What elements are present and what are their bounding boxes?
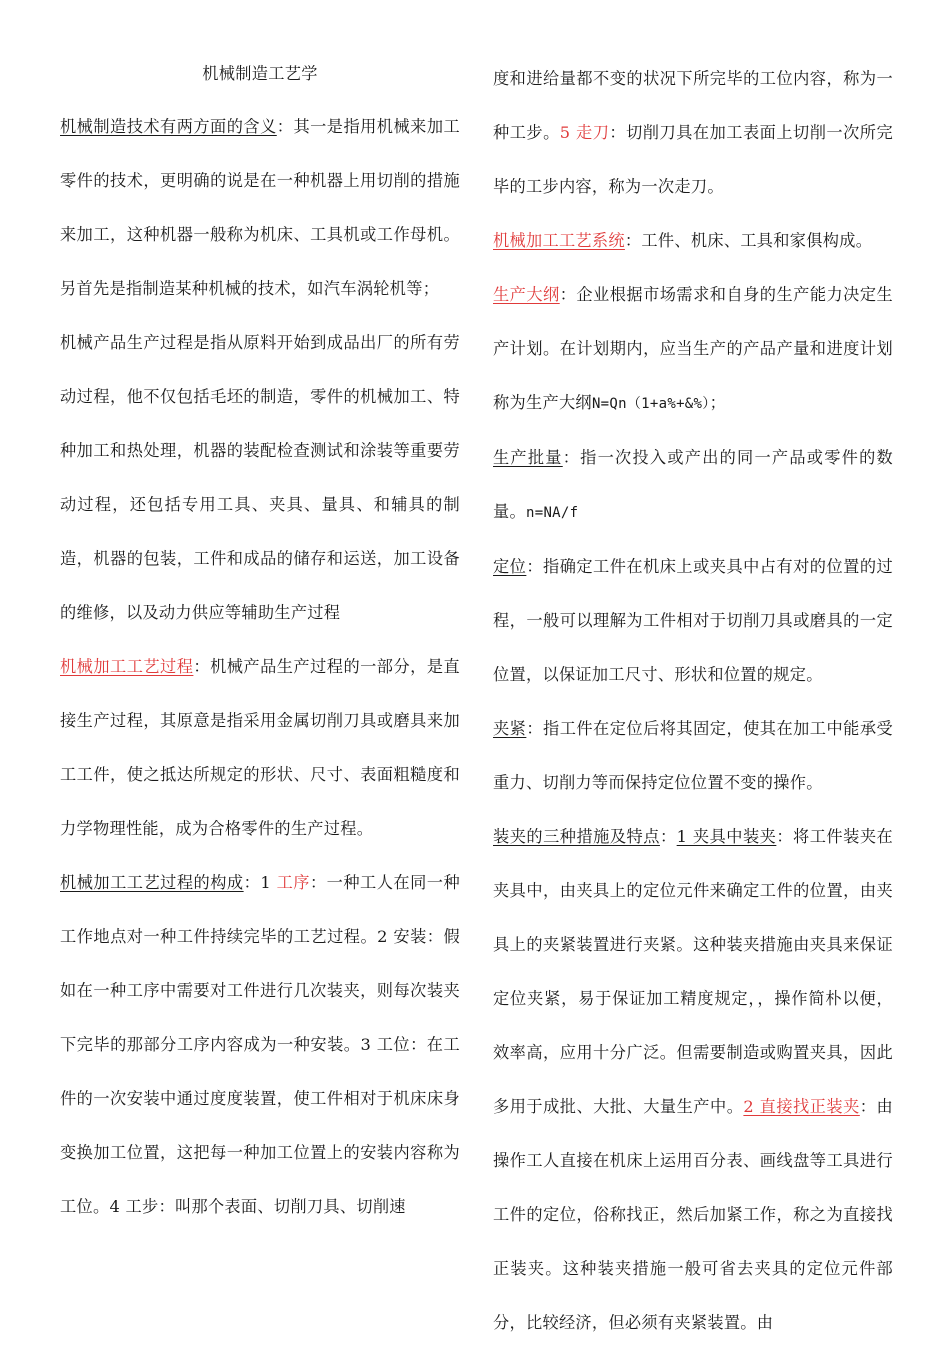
term-batch-size: 生产批量: [493, 448, 563, 467]
text-direct-alignment: ：由操作工人直接在机床上运用百分表、画线盘等工具进行工件的定位，俗称找正，然后加紧工作，称之为直接找正装夹。这种装夹措施一般可省去夹具的定位元件部分，比较经济，但必须有夹紧装置。由: [493, 1097, 893, 1332]
text-zoudao: ：切削刀具在加工表面上切削一次所完毕的工步内容，称为一次走刀。: [493, 123, 893, 196]
term-fixturing-methods: 装夹的三种措施及特点: [493, 827, 660, 846]
formula-batch-size: n=NA/f: [525, 505, 579, 521]
text-fixture-clamping: ：将工件装夹在夹具中，由夹具上的定位元件来确定工件的位置，由夹具上的夹紧装置进行夹紧。这种装夹措施由夹具来保证定位夹紧，易于保证加工精度规定，，操作简朴以便，效率高，应用十分广泛。但需要制造或购置夹具，因此多用于成批、大批、大量生产中。: [493, 827, 894, 1116]
text-production-plan: ：企业根据市场需求和自身的生产能力决定生产计划。在计划期内，应当生产的产品产量和进度计划称为生产大纲: [493, 285, 894, 412]
paragraph-clamping: [493, 702, 893, 810]
paragraph-work-step: [493, 52, 893, 214]
term-gongxu: 工序: [276, 873, 310, 892]
left-column: [60, 52, 460, 1234]
paragraph-batch-size: [493, 431, 893, 540]
text-process-composition-b: ：一种工人在同一种工作地点对一种工件持续完毕的工艺过程。2 安装：假如在一种工序中需要对工件进行几次装夹，则每次装夹下完毕的那部分工序内容成为一种安装。3 工位：在工件的一次安装中通过度度装置，使工件相对于机床床身变换加工位置，这把每一种加工位置上的安装内容称为工位。4 工步：叫那个表面、切削刀具、切削速: [60, 873, 460, 1216]
text-work-step: 度和进给量都不变的状况下所完毕的工位内容，称为一种工步。: [493, 69, 893, 142]
page-title: 机械制造工艺学: [202, 64, 318, 83]
text-production-plan-end: ；: [709, 393, 727, 412]
formula-production-plan: N=Qn（1+a%+&%）: [591, 396, 710, 412]
paragraph-positioning: [493, 540, 893, 702]
paragraph-fixturing-methods: [493, 810, 893, 1350]
term-mechanical-tech: 机械制造技术有两方面的含义: [60, 117, 277, 136]
paragraph-production-process: [60, 316, 460, 640]
term-process-system: 机械加工工艺系统: [493, 231, 625, 250]
text-positioning: ：指确定工件在机床上或夹具中占有对的位置的过程，一般可以理解为工件相对于切削刀具或磨具的一定位置，以保证加工尺寸、形状和位置的规定。: [493, 557, 893, 684]
term-process-composition: 机械加工工艺过程的构成: [60, 873, 244, 892]
paragraph-process-system: [493, 214, 893, 268]
paragraph-production-plan: [493, 268, 893, 431]
paragraph-mechanical-tech: [60, 100, 460, 316]
paragraph-process-composition: [60, 856, 460, 1234]
paragraph-machining-process: [60, 640, 460, 856]
term-production-plan: 生产大纲: [493, 285, 560, 304]
text-process-system: ：工件、机床、工具和家俱构成。: [624, 231, 873, 250]
text-production-process: 机械产品生产过程是指从原料开始到成品出厂的所有劳动过程，他不仅包括毛坯的制造，零件的机械加工、特种加工和热处理，机器的装配检查测试和涂装等重要劳动过程，还包括专用工具、夹具、量具、和辅具的制造，机器的包装，工件和成品的储存和运送，加工设备的维修，以及动力供应等辅助生产过程: [60, 333, 460, 622]
term-zoudao: 5 走刀: [559, 123, 610, 142]
text-fixturing-sep: ：: [659, 827, 677, 846]
term-fixture-clamping: 1 夹具中装夹: [676, 827, 777, 846]
right-column: [493, 52, 893, 1350]
term-direct-alignment: 2 直接找正装夹: [743, 1097, 860, 1116]
term-positioning: 定位: [493, 557, 527, 576]
term-clamping: 夹紧: [493, 719, 527, 738]
term-machining-process: 机械加工工艺过程: [60, 657, 194, 676]
text-mechanical-tech: ：其一是指用机械来加工零件的技术，更明确的说是在一种机器上用切削的措施来加工，这种机器一般称为机床、工具机或工作母机。另首先是指制造某种机械的技术，如汽车涡轮机等；: [60, 117, 460, 298]
text-process-composition-a: ：1: [243, 873, 277, 892]
text-clamping: ：指工件在定位后将其固定，使其在加工中能承受重力、切削力等而保持定位位置不变的操作。: [493, 719, 893, 792]
text-machining-process: ：机械产品生产过程的一部分，是直接生产过程，其原意是指采用金属切削刀具或磨具来加工工件，使之抵达所规定的形状、尺寸、表面粗糙度和力学物理性能，成为合格零件的生产过程。: [60, 657, 460, 838]
text-batch-size: ：指一次投入或产出的同一产品或零件的数量。: [493, 448, 893, 521]
